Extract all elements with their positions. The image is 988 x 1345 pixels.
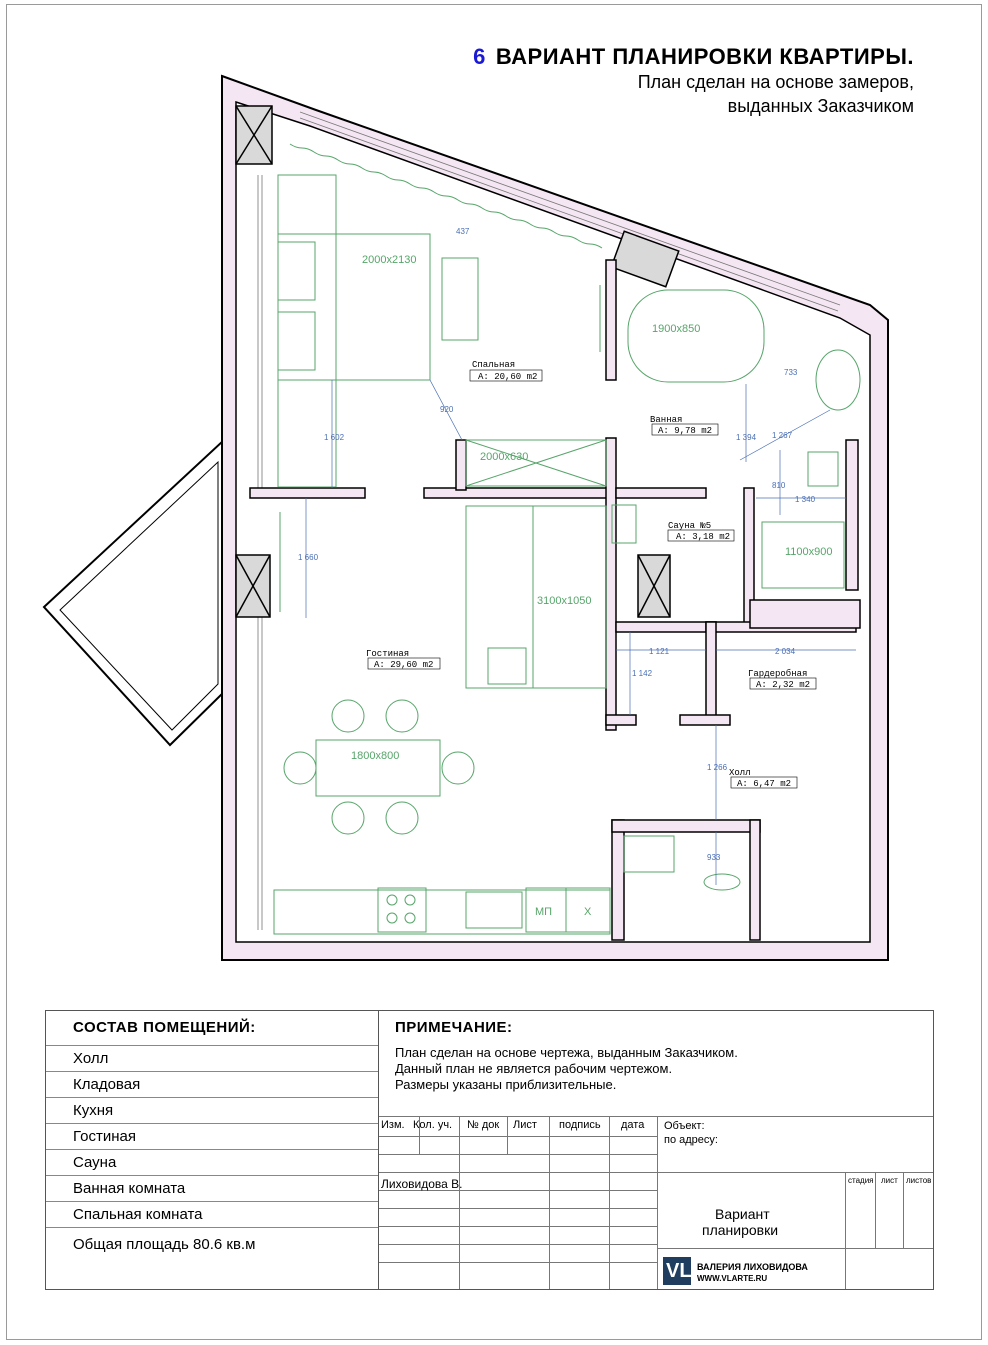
room-area-bedroom: A: 20,60 m2: [478, 372, 538, 382]
variant-number: 6: [473, 44, 486, 69]
stamp-address-label: по адресу:: [664, 1134, 718, 1146]
stamp-sheet: лист: [881, 1176, 898, 1185]
stamp-sheets: листов: [906, 1176, 932, 1185]
dim-733: 733: [784, 368, 798, 377]
room-area-bathroom: A: 9,78 m2: [658, 426, 713, 436]
stamp-col: Лист: [513, 1119, 537, 1131]
room-area-hall: A: 6,47 m2: [737, 779, 792, 789]
stamp-doc-title-1: Вариант: [715, 1206, 770, 1222]
stamp-object-label: Объект:: [664, 1120, 705, 1132]
composition-item: Кухня: [46, 1098, 378, 1124]
stamp-col: подпись: [559, 1119, 601, 1131]
room-area-sauna: A: 3,18 m2: [676, 532, 731, 542]
dim-1394: 1 394: [736, 433, 757, 442]
dim-1142: 1 142: [632, 669, 653, 678]
title-subtitle-1: План сделан на основе замеров,: [637, 72, 914, 92]
stamp-col: Кол. уч.: [413, 1119, 453, 1131]
room-name-bathroom: Ванная: [650, 415, 683, 425]
room-name-living: Гостиная: [366, 649, 410, 659]
title-stamp: [379, 1116, 933, 1289]
composition-header: СОСТАВ ПОМЕЩЕНИЙ:: [46, 1011, 378, 1046]
stamp-doc-title-2: планировки: [702, 1222, 779, 1238]
label-microwave: МП: [535, 906, 553, 918]
note-header: ПРИМЕЧАНИЕ:: [395, 1019, 513, 1036]
dim-1660: 1 660: [298, 553, 319, 562]
title-heading: ВАРИАНТ ПЛАНИРОВКИ КВАРТИРЫ.: [495, 44, 914, 69]
label-bath: 1900x850: [652, 323, 701, 335]
dim-1340: 1 340: [795, 495, 816, 504]
balcony: [44, 440, 224, 745]
dim-1266: 1 266: [707, 763, 728, 772]
note-line: Размеры указаны приблизительные.: [395, 1077, 617, 1092]
title-subtitle-2: выданных Заказчиком: [727, 96, 914, 116]
composition-item: Ванная комната: [46, 1176, 378, 1202]
note-line: Данный план не является рабочим чертежом.: [395, 1061, 673, 1076]
company-logo: VL: [663, 1257, 691, 1285]
stamp-author: Лиховидова В.: [381, 1177, 463, 1191]
room-area-living: A: 29,60 m2: [374, 660, 434, 670]
room-name-wardrobe: Гардеробная: [748, 669, 808, 679]
room-name-hall: Холл: [729, 768, 751, 778]
company-name: ВАЛЕРИЯ ЛИХОВИДОВА: [697, 1262, 808, 1272]
dim-933: 933: [707, 853, 721, 862]
dim-1121: 1 121: [649, 647, 670, 656]
dim-437: 437: [456, 227, 470, 236]
stamp-col: № док: [467, 1119, 500, 1131]
label-table: 1800x800: [351, 750, 400, 762]
total-area: Общая площадь 80.6 кв.м: [73, 1236, 256, 1253]
label-bed: 2000x2130: [362, 254, 417, 266]
composition-table: [46, 1011, 379, 1289]
dim-920: 920: [440, 405, 454, 414]
composition-item: Кладовая: [46, 1072, 378, 1098]
info-block: [45, 1010, 934, 1290]
dim-1267: 1 267: [772, 431, 793, 440]
label-wardrobe: 2000x630: [480, 451, 529, 463]
label-shower: 1100x900: [785, 546, 833, 558]
composition-item: Холл: [46, 1046, 378, 1072]
dim-810: 810: [772, 481, 786, 490]
room-area-wardrobe: A: 2,32 m2: [756, 680, 811, 690]
stamp-col: Изм.: [381, 1119, 405, 1131]
label-sofa: 3100x1050: [537, 595, 592, 607]
composition-item: Гостиная: [46, 1124, 378, 1150]
dim-2034: 2 034: [775, 647, 796, 656]
composition-item: Сауна: [46, 1150, 378, 1176]
stamp-stage: стадия: [848, 1176, 874, 1185]
company-website: WWW.VLARTE.RU: [697, 1274, 768, 1283]
note-section: [379, 1011, 933, 1116]
note-line: План сделан на основе чертежа, выданным Заказчиком.: [395, 1045, 738, 1060]
stamp-col: дата: [621, 1119, 645, 1131]
composition-item: Спальная комната: [46, 1202, 378, 1228]
room-name-bedroom: Спальная: [472, 360, 516, 370]
dim-1602: 1 602: [324, 433, 345, 442]
label-fridge: Х: [584, 906, 592, 918]
room-name-sauna: Сауна №5: [668, 521, 712, 531]
